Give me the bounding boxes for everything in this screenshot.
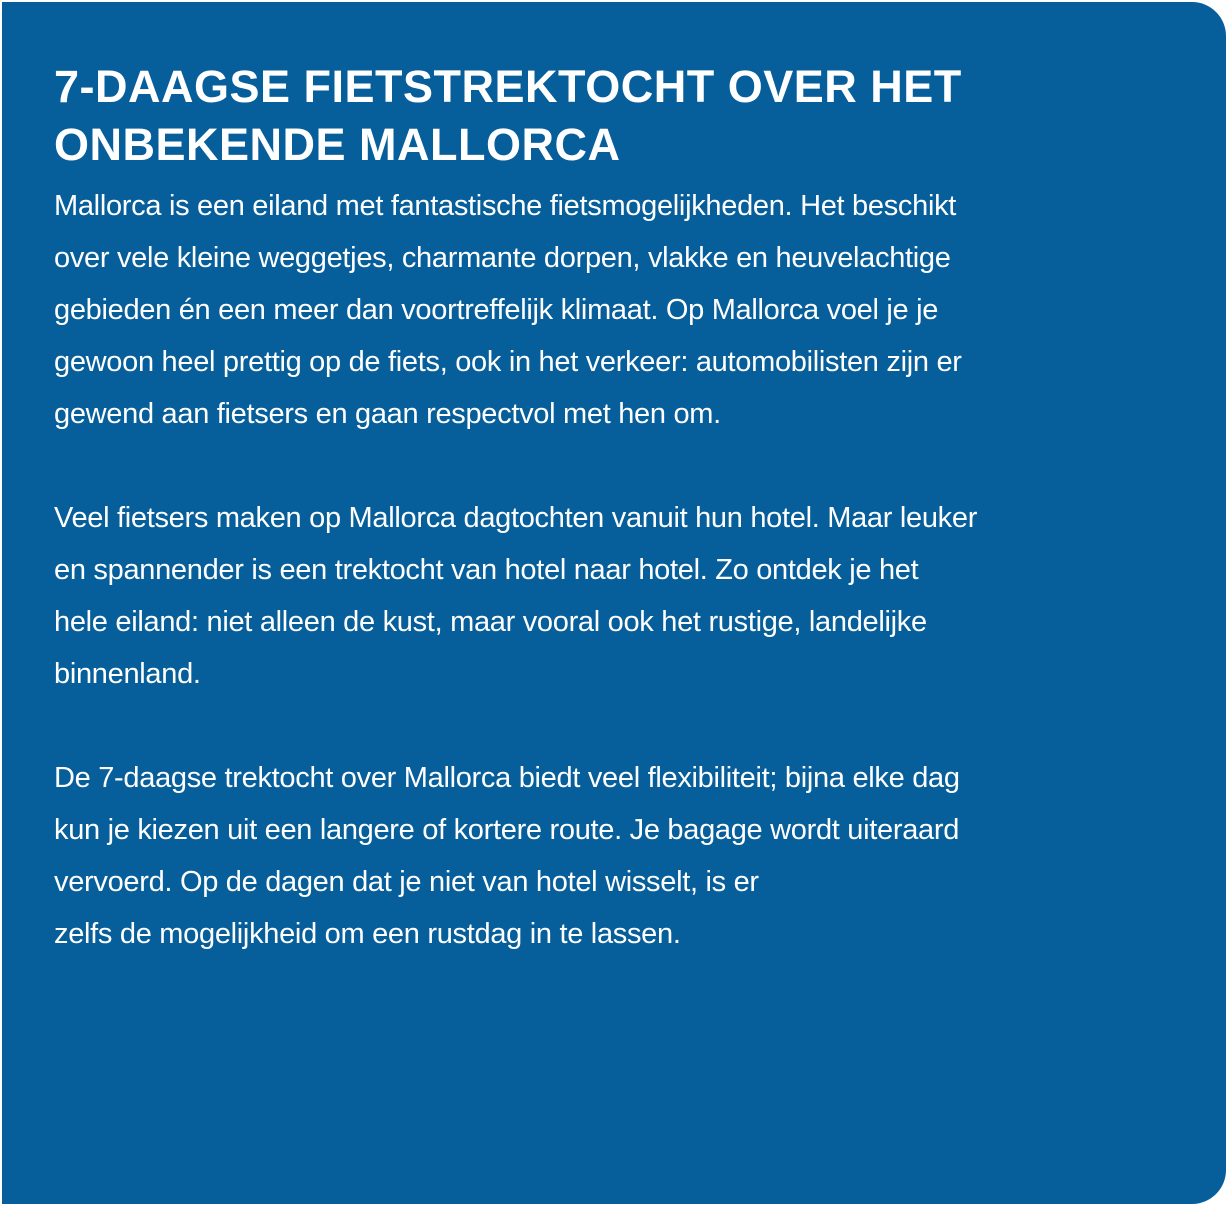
paragraph-line: binnenland. bbox=[54, 658, 201, 690]
panel-title bbox=[54, 58, 1034, 174]
paragraph-line: De 7-daagse trektocht over Mallorca biedt veel flexibiliteit; bijna elke dag bbox=[54, 762, 960, 794]
paragraph-line: gewoon heel prettig op de fiets, ook in het verkeer: automobilisten zijn er bbox=[54, 346, 962, 378]
paragraph-line: vervoerd. Op de dagen dat je niet van hotel wisselt, is er bbox=[54, 866, 759, 898]
paragraph-line: hele eiland: niet alleen de kust, maar vooral ook het rustige, landelijke bbox=[54, 606, 927, 638]
paragraph-line: zelfs de mogelijkheid om een rustdag in te lassen. bbox=[54, 918, 681, 950]
panel-body bbox=[54, 180, 1186, 960]
paragraph-line: Veel fietsers maken op Mallorca dagtochten vanuit hun hotel. Maar leuker bbox=[54, 502, 978, 534]
body-paragraph-trektocht bbox=[54, 492, 1186, 700]
paragraph-line: kun je kiezen uit een langere of kortere route. Je bagage wordt uiteraard bbox=[54, 814, 960, 846]
paragraph-line: over vele kleine weggetjes, charmante dorpen, vlakke en heuvelachtige bbox=[54, 242, 951, 274]
body-paragraph-intro bbox=[54, 180, 1186, 440]
title-line: 7-DAAGSE FIETSTREKTOCHT OVER HET bbox=[54, 61, 962, 112]
paragraph-line: gewend aan fietsers en gaan respectvol met hen om. bbox=[54, 398, 721, 430]
paragraph-line: Mallorca is een eiland met fantastische fietsmogelijkheden. Het beschikt bbox=[54, 190, 957, 222]
body-paragraph-flexibility bbox=[54, 752, 1186, 960]
info-panel bbox=[2, 2, 1226, 1204]
paragraph-line: en spannender is een trektocht van hotel naar hotel. Zo ontdek je het bbox=[54, 554, 919, 586]
title-line: ONBEKENDE MALLORCA bbox=[54, 119, 621, 170]
paragraph-line: gebieden én een meer dan voortreffelijk klimaat. Op Mallorca voel je je bbox=[54, 294, 939, 326]
